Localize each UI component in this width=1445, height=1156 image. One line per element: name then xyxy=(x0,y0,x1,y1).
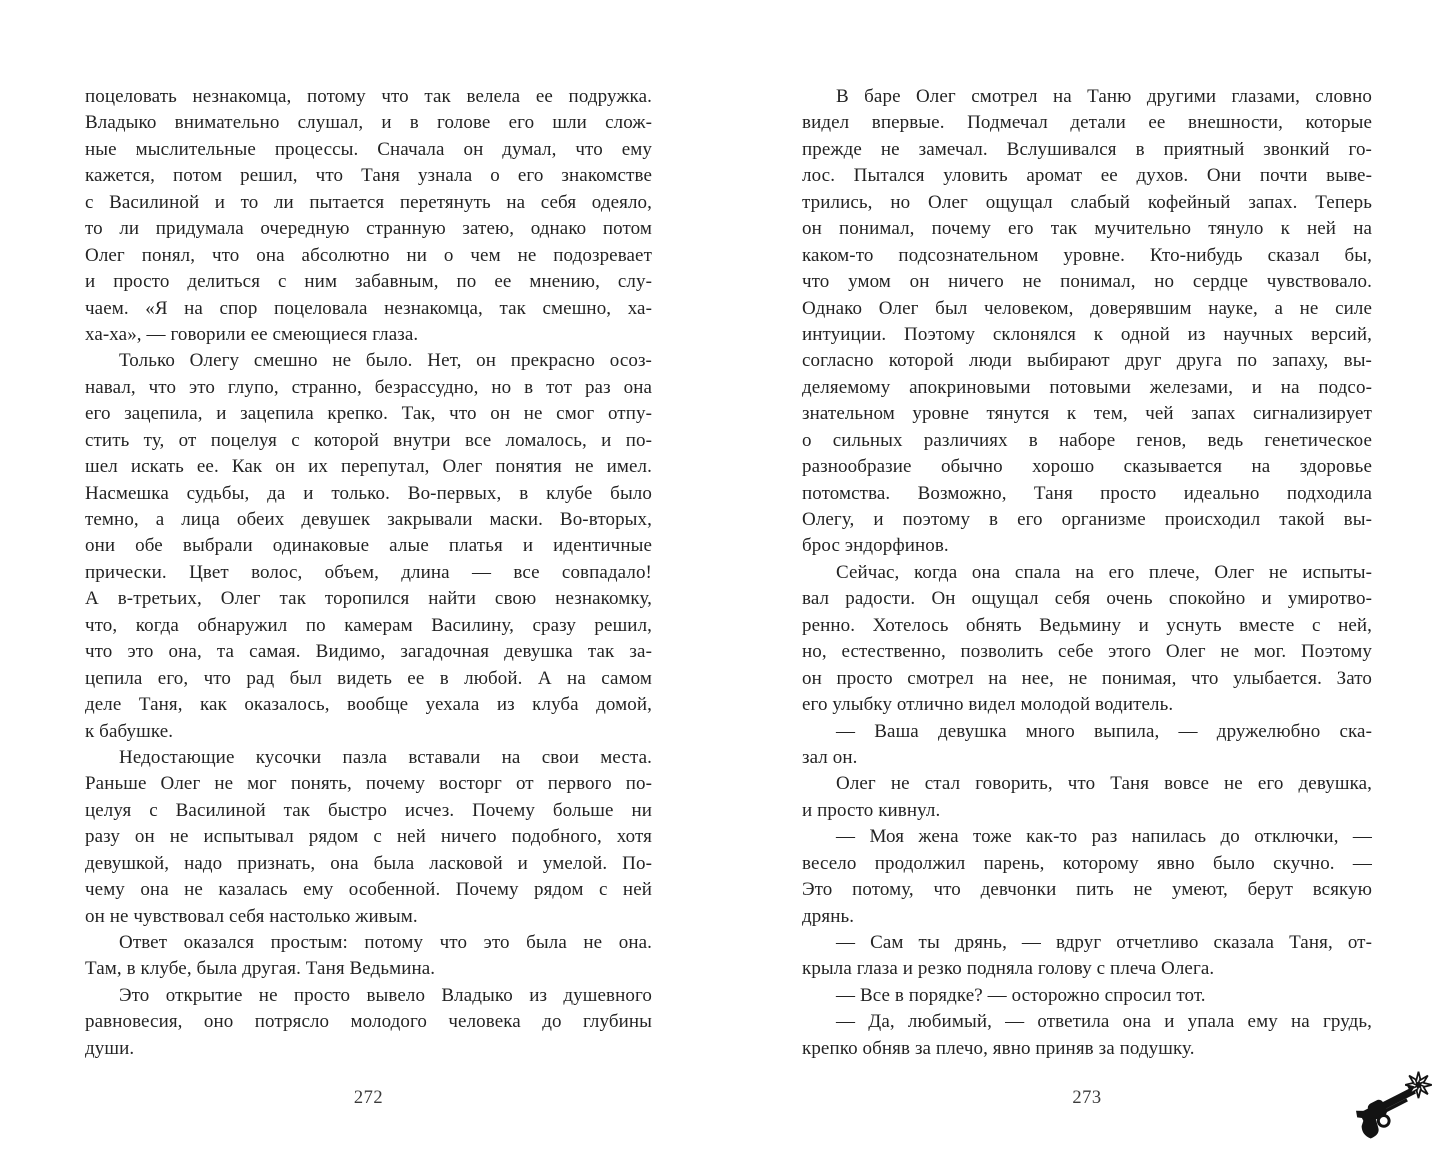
text-line: Это открытие не просто вывело Владыко из душевного xyxy=(119,984,652,1006)
text-line: зал он. xyxy=(802,746,858,768)
left-page-text-block xyxy=(85,84,652,1062)
text-line: В баре Олег смотрел на Таню другими глазами, словно xyxy=(836,86,1372,107)
text-line: Раньше Олег не мог понять, почему восторг от первого по- xyxy=(85,773,652,795)
text-line: он не чувствовал себя настолько живым. xyxy=(85,905,418,927)
text-line: кажется, потом решил, что Таня узнала о его знакомстве xyxy=(85,165,652,187)
text-line: но, естественно, позволить себе этого Олег не мог. Поэтому xyxy=(802,641,1372,663)
text-line: Только Олегу смешно не было. Нет, он прекрасно осоз- xyxy=(119,350,652,372)
text-line: к бабушке. xyxy=(85,720,174,742)
text-line: брос эндорфинов. xyxy=(802,535,949,557)
text-line: души. xyxy=(85,1037,135,1059)
text-line: — Да, любимый, — ответила она и упала ему на грудь, xyxy=(836,1011,1372,1033)
text-line: и просто кивнул. xyxy=(802,799,941,821)
text-line: темно, а лица обеих девушек закрывали маски. Во-вторых, xyxy=(85,509,652,530)
text-line: что это она, та самая. Видимо, загадочная девушка так за- xyxy=(85,641,652,663)
text-line: поцеловать незнакомца, потому что так велела ее подружка. xyxy=(85,86,652,107)
page-number-left: 272 xyxy=(353,1088,384,1108)
text-line: деле Таня, как оказалось, вообще уехала из клуба домой, xyxy=(85,694,652,716)
text-line: лос. Пытался уловить аромат ее духов. Они почти выве- xyxy=(802,165,1372,187)
text-line: ха-ха», — говорили ее смеющиеся глаза. xyxy=(85,323,419,345)
text-line: Олег понял, что она абсолютно ни о чем не подозревает xyxy=(85,244,652,266)
text-line: Олег не стал говорить, что Таня вовсе не его девушка, xyxy=(836,773,1372,795)
text-line: знательном уровне тянутся к тем, чей запах сигнализирует xyxy=(802,403,1372,425)
text-line: Недостающие кусочки пазла вставали на свои места. xyxy=(119,746,652,768)
text-line: каком-то подсознательном уровне. Кто-нибудь сказал бы, xyxy=(802,244,1372,266)
text-line: шел искать ее. Как он их перепутал, Олег понятия не имел. xyxy=(85,456,652,478)
text-line: его улыбку отлично видел молодой водитель. xyxy=(802,694,1174,716)
text-line: — Сам ты дрянь, — вдруг отчетливо сказала Таня, от- xyxy=(836,932,1372,953)
text-line: Сейчас, когда она спала на его плече, Олег не испыты- xyxy=(836,561,1372,583)
text-line: навал, что это глупо, странно, безрассудно, но в тот раз она xyxy=(85,376,652,398)
text-line: чаем. «Я на спор поцеловала незнакомца, так смешно, ха- xyxy=(85,297,652,319)
revolver-gunshot-icon xyxy=(1344,1058,1442,1152)
text-line: равновесия, оно потрясло молодого человека до глубины xyxy=(85,1011,652,1033)
text-line: Ответ оказался простым: потому что это была не она. xyxy=(119,932,652,953)
text-line: с Василиной и то ли пытается перетянуть на себя одеяло, xyxy=(85,191,652,213)
text-line: деляемому апокриновыми потовыми железами, и на подсо- xyxy=(802,376,1372,398)
text-line: крыла глаза и резко подняла голову с плеча Олега. xyxy=(802,958,1215,980)
text-line: ренно. Хотелось обнять Ведьмину и уснуть вместе с ней, xyxy=(802,614,1372,636)
text-line: трились, но Олег ощущал слабый кофейный запах. Теперь xyxy=(802,191,1372,213)
text-line: он просто смотрел на нее, не понимая, что улыбается. Зато xyxy=(802,667,1372,689)
text-line: что, когда обнаружил по камерам Василину, сразу решил, xyxy=(85,614,652,636)
text-line: о сильных различиях в наборе генов, ведь генетическое xyxy=(802,429,1372,451)
text-line: они обе выбрали одинаковые алые платья и идентичные xyxy=(85,535,652,557)
text-line: А в-третьих, Олег так торопился найти свою незнакомку, xyxy=(85,588,652,610)
text-line: чему она не казалась ему особенной. Почему рядом с ней xyxy=(85,879,652,901)
right-page-text-block xyxy=(802,84,1372,1062)
text-line: потомства. Возможно, Таня просто идеально подходила xyxy=(802,482,1372,504)
text-line: весело продолжил парень, которому явно было скучно. — xyxy=(802,852,1372,874)
text-line: интуиции. Поэтому склонялся к одной из научных версий, xyxy=(802,323,1372,345)
text-line: и просто делиться с ним забавным, по ее мнению, слу- xyxy=(85,271,652,293)
text-line: видел впервые. Подмечал детали ее внешности, которые xyxy=(802,112,1372,134)
text-line: то ли придумала очередную странную затею, однако потом xyxy=(85,218,652,240)
text-line: девушкой, надо признать, она была ласковой и умелой. По- xyxy=(85,852,652,874)
text-line: Однако Олег был человеком, доверявшим науке, а не силе xyxy=(802,297,1372,319)
text-line: вал радости. Он ощущал себя очень спокойно и умиротво- xyxy=(802,588,1372,610)
text-line: — Все в порядке? — осторожно спросил тот. xyxy=(836,984,1206,1006)
text-line: его зацепила, и зацепила крепко. Так, что он не смог отпу- xyxy=(85,403,652,425)
text-line: стить ту, от поцелуя с которой внутри все ломалось, и по- xyxy=(85,429,652,451)
text-line: дрянь. xyxy=(802,905,855,927)
text-line: целуя с Василиной так быстро исчез. Почему больше ни xyxy=(85,799,652,821)
text-line: — Ваша девушка много выпила, — дружелюбно ска- xyxy=(836,720,1372,742)
text-line: согласно которой люди выбирают друг друга по запаху, вы- xyxy=(802,350,1372,372)
text-line: Насмешка судьбы, да и только. Во-первых, в клубе было xyxy=(85,482,652,504)
text-line: Владыко внимательно слушал, и в голове его шли слож- xyxy=(85,112,652,134)
text-line: крепко обняв за плечо, явно приняв за подушку. xyxy=(802,1037,1195,1059)
text-line: ные мыслительные процессы. Сначала он думал, что ему xyxy=(85,138,652,160)
text-line: Это потому, что девчонки пить не умеют, берут всякую xyxy=(802,879,1372,901)
page-number-right: 273 xyxy=(1072,1088,1102,1108)
text-line: — Моя жена тоже как-то раз напилась до отключки, — xyxy=(836,826,1372,848)
text-line: разнообразие обычно хорошо сказывается на здоровье xyxy=(802,456,1372,478)
text-line: что умом он ничего не понимал, но сердце чувствовало. xyxy=(802,271,1372,293)
text-line: цепила его, что рад был видеть ее в любой. А на самом xyxy=(85,667,652,689)
text-line: он понимал, почему его так мучительно тянуло к ней на xyxy=(802,218,1372,240)
text-line: Олегу, и поэтому в его организме происходил такой вы- xyxy=(802,509,1372,530)
text-line: прежде не замечал. Вслушивался в приятный звонкий го- xyxy=(802,138,1372,160)
text-line: прически. Цвет волос, объем, длина — все совпадало! xyxy=(85,561,652,583)
text-line: Там, в клубе, была другая. Таня Ведьмина. xyxy=(85,958,436,980)
text-line: разу он не испытывал рядом с ней ничего подобного, хотя xyxy=(85,826,652,848)
